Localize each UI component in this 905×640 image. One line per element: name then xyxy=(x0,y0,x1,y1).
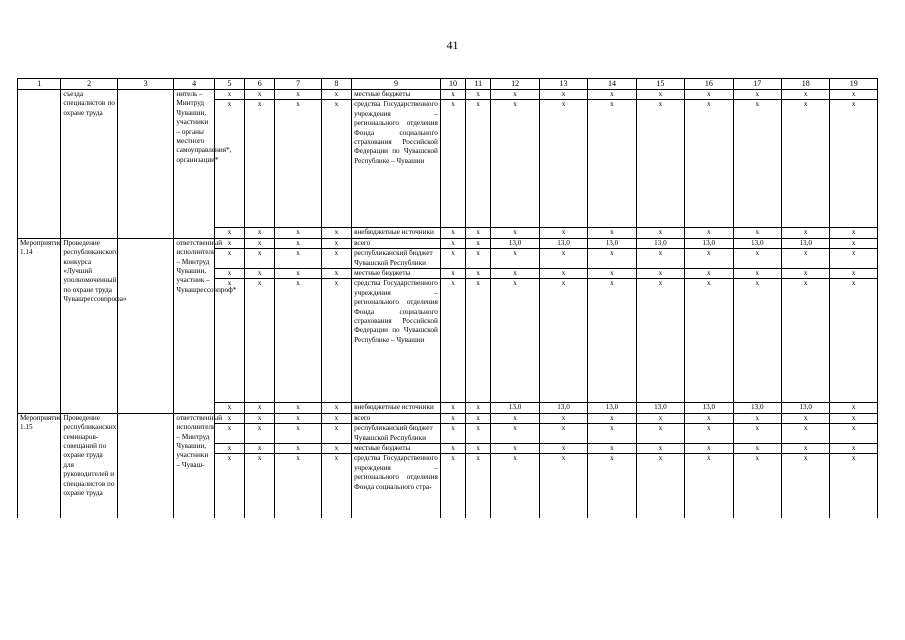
x-mark-cell: x xyxy=(539,228,587,238)
x-mark-cell: x xyxy=(588,424,636,444)
x-mark-cell: x xyxy=(685,444,733,454)
empty-cell xyxy=(117,413,174,518)
x-mark-cell: x xyxy=(275,279,321,403)
x-mark-cell: x xyxy=(539,279,587,403)
x-mark-cell: x xyxy=(636,100,684,228)
source-cell: внебюджетные источники xyxy=(352,403,441,413)
x-mark-cell: x xyxy=(733,100,781,228)
x-mark-cell: x xyxy=(491,249,539,269)
x-mark-cell: x xyxy=(830,228,878,238)
x-mark-cell: x xyxy=(245,413,275,423)
x-mark-cell: x xyxy=(275,444,321,454)
amount-cell: 13,0 xyxy=(685,403,733,413)
x-mark-cell: x xyxy=(275,413,321,423)
x-mark-cell: x xyxy=(214,228,244,238)
x-mark-cell: x xyxy=(830,413,878,423)
source-cell: местные бюджеты xyxy=(352,269,441,279)
x-mark-cell: x xyxy=(275,238,321,248)
executor-cell: ответственный исполнитель – Минтруд Чувашии, участник – Чувашрессовпроф* xyxy=(174,238,214,413)
x-mark-cell: x xyxy=(636,249,684,269)
table-row xyxy=(18,238,878,248)
amount-cell: 13,0 xyxy=(781,238,829,248)
x-mark-cell: x xyxy=(588,454,636,518)
x-mark-cell: x xyxy=(321,269,351,279)
amount-cell: 13,0 xyxy=(491,403,539,413)
x-mark-cell: x xyxy=(245,424,275,444)
activity-number-cell: Мероприятие 1.14 xyxy=(18,238,61,413)
x-mark-cell: x xyxy=(466,238,491,248)
x-mark-cell: x xyxy=(685,413,733,423)
source-cell: местные бюджеты xyxy=(352,444,441,454)
x-mark-cell: x xyxy=(214,269,244,279)
x-mark-cell: x xyxy=(245,279,275,403)
header-cell: 1 xyxy=(18,79,61,90)
x-mark-cell: x xyxy=(830,249,878,269)
amount-cell: 13,0 xyxy=(588,403,636,413)
amount-cell: 13,0 xyxy=(733,238,781,248)
x-mark-cell: x xyxy=(830,269,878,279)
source-cell: всего xyxy=(352,238,441,248)
activity-name-cell: Проведение республиканского конкурса «Лучший уполномоченный по охране труда Чувашрессовпрофа» xyxy=(61,238,118,413)
x-mark-cell: x xyxy=(275,90,321,100)
x-mark-cell: x xyxy=(321,444,351,454)
x-mark-cell: x xyxy=(830,403,878,413)
header-cell: 4 xyxy=(174,79,214,90)
activity-number-cell xyxy=(18,90,61,239)
x-mark-cell: x xyxy=(466,454,491,518)
x-mark-cell: x xyxy=(440,454,465,518)
x-mark-cell: x xyxy=(733,269,781,279)
x-mark-cell: x xyxy=(214,413,244,423)
x-mark-cell: x xyxy=(685,279,733,403)
x-mark-cell: x xyxy=(275,454,321,518)
x-mark-cell: x xyxy=(245,90,275,100)
amount-cell: 13,0 xyxy=(685,238,733,248)
empty-cell xyxy=(117,90,174,239)
program-table xyxy=(17,78,878,518)
x-mark-cell: x xyxy=(733,279,781,403)
amount-cell: 13,0 xyxy=(539,403,587,413)
x-mark-cell: x xyxy=(539,249,587,269)
x-mark-cell: x xyxy=(733,90,781,100)
header-cell: 12 xyxy=(491,79,539,90)
executor-cell: ответственный исполнитель – Минтруд Чувашии, участники – Чуваш- xyxy=(174,413,214,518)
x-mark-cell: x xyxy=(539,454,587,518)
x-mark-cell: x xyxy=(440,90,465,100)
x-mark-cell: x xyxy=(636,228,684,238)
x-mark-cell: x xyxy=(830,279,878,403)
x-mark-cell: x xyxy=(781,228,829,238)
x-mark-cell: x xyxy=(466,269,491,279)
x-mark-cell: x xyxy=(245,228,275,238)
amount-cell: 13,0 xyxy=(588,238,636,248)
empty-cell xyxy=(117,238,174,413)
x-mark-cell: x xyxy=(275,403,321,413)
header-cell: 18 xyxy=(781,79,829,90)
x-mark-cell: x xyxy=(214,444,244,454)
x-mark-cell: x xyxy=(321,454,351,518)
x-mark-cell: x xyxy=(588,269,636,279)
x-mark-cell: x xyxy=(781,424,829,444)
header-cell: 7 xyxy=(275,79,321,90)
x-mark-cell: x xyxy=(275,249,321,269)
header-cell: 9 xyxy=(352,79,441,90)
x-mark-cell: x xyxy=(588,90,636,100)
x-mark-cell: x xyxy=(685,228,733,238)
x-mark-cell: x xyxy=(636,444,684,454)
x-mark-cell: x xyxy=(245,238,275,248)
x-mark-cell: x xyxy=(733,413,781,423)
header-cell: 13 xyxy=(539,79,587,90)
x-mark-cell: x xyxy=(781,269,829,279)
x-mark-cell: x xyxy=(733,444,781,454)
x-mark-cell: x xyxy=(781,444,829,454)
source-cell: республиканский бюджет Чувашской Республики xyxy=(352,249,441,269)
x-mark-cell: x xyxy=(321,90,351,100)
x-mark-cell: x xyxy=(275,100,321,228)
amount-cell: 13,0 xyxy=(781,403,829,413)
header-cell: 8 xyxy=(321,79,351,90)
x-mark-cell: x xyxy=(685,90,733,100)
x-mark-cell: x xyxy=(733,249,781,269)
source-cell: внебюджетные источники xyxy=(352,228,441,238)
x-mark-cell: x xyxy=(440,228,465,238)
amount-cell: 13,0 xyxy=(636,403,684,413)
x-mark-cell: x xyxy=(440,413,465,423)
x-mark-cell: x xyxy=(830,424,878,444)
x-mark-cell: x xyxy=(491,228,539,238)
table-row xyxy=(18,413,878,423)
x-mark-cell: x xyxy=(830,100,878,228)
source-cell: всего xyxy=(352,413,441,423)
x-mark-cell: x xyxy=(539,269,587,279)
x-mark-cell: x xyxy=(466,413,491,423)
x-mark-cell: x xyxy=(321,100,351,228)
x-mark-cell: x xyxy=(781,249,829,269)
x-mark-cell: x xyxy=(275,228,321,238)
x-mark-cell: x xyxy=(733,454,781,518)
x-mark-cell: x xyxy=(275,424,321,444)
x-mark-cell: x xyxy=(245,249,275,269)
x-mark-cell: x xyxy=(214,279,244,403)
x-mark-cell: x xyxy=(214,238,244,248)
x-mark-cell: x xyxy=(321,424,351,444)
x-mark-cell: x xyxy=(214,454,244,518)
source-cell: средства Государственного учреждения – регионального отделения Фонда социального стра- xyxy=(352,454,441,518)
header-cell: 16 xyxy=(685,79,733,90)
x-mark-cell: x xyxy=(214,403,244,413)
x-mark-cell: x xyxy=(588,100,636,228)
x-mark-cell: x xyxy=(440,444,465,454)
x-mark-cell: x xyxy=(539,413,587,423)
x-mark-cell: x xyxy=(466,249,491,269)
source-cell: республиканский бюджет Чувашской Республики xyxy=(352,424,441,444)
x-mark-cell: x xyxy=(466,279,491,403)
x-mark-cell: x xyxy=(245,100,275,228)
x-mark-cell: x xyxy=(491,90,539,100)
header-cell: 6 xyxy=(245,79,275,90)
x-mark-cell: x xyxy=(245,403,275,413)
x-mark-cell: x xyxy=(321,238,351,248)
x-mark-cell: x xyxy=(245,444,275,454)
amount-cell: 13,0 xyxy=(539,238,587,248)
source-cell: местные бюджеты xyxy=(352,90,441,100)
x-mark-cell: x xyxy=(830,454,878,518)
x-mark-cell: x xyxy=(588,249,636,269)
x-mark-cell: x xyxy=(781,100,829,228)
x-mark-cell: x xyxy=(214,100,244,228)
x-mark-cell: x xyxy=(466,424,491,444)
x-mark-cell: x xyxy=(685,249,733,269)
x-mark-cell: x xyxy=(685,100,733,228)
x-mark-cell: x xyxy=(321,413,351,423)
x-mark-cell: x xyxy=(830,444,878,454)
header-cell: 14 xyxy=(588,79,636,90)
header-cell: 15 xyxy=(636,79,684,90)
x-mark-cell: x xyxy=(588,444,636,454)
x-mark-cell: x xyxy=(214,249,244,269)
x-mark-cell: x xyxy=(245,269,275,279)
x-mark-cell: x xyxy=(466,90,491,100)
x-mark-cell: x xyxy=(245,454,275,518)
x-mark-cell: x xyxy=(440,238,465,248)
x-mark-cell: x xyxy=(440,269,465,279)
x-mark-cell: x xyxy=(321,249,351,269)
x-mark-cell: x xyxy=(466,444,491,454)
x-mark-cell: x xyxy=(636,424,684,444)
x-mark-cell: x xyxy=(781,413,829,423)
x-mark-cell: x xyxy=(466,403,491,413)
x-mark-cell: x xyxy=(588,279,636,403)
executor-cell: нитель – Минтруд Чувашии, участники – органы местного самоуправления*, организации* xyxy=(174,90,214,239)
x-mark-cell: x xyxy=(685,454,733,518)
x-mark-cell: x xyxy=(491,100,539,228)
x-mark-cell: x xyxy=(539,444,587,454)
x-mark-cell: x xyxy=(636,269,684,279)
x-mark-cell: x xyxy=(440,403,465,413)
x-mark-cell: x xyxy=(440,424,465,444)
page-number: 41 xyxy=(446,38,459,52)
amount-cell: 13,0 xyxy=(636,238,684,248)
x-mark-cell: x xyxy=(830,90,878,100)
x-mark-cell: x xyxy=(321,228,351,238)
header-cell: 11 xyxy=(466,79,491,90)
x-mark-cell: x xyxy=(685,269,733,279)
amount-cell: 13,0 xyxy=(733,403,781,413)
x-mark-cell: x xyxy=(830,238,878,248)
x-mark-cell: x xyxy=(491,444,539,454)
x-mark-cell: x xyxy=(321,403,351,413)
x-mark-cell: x xyxy=(588,413,636,423)
x-mark-cell: x xyxy=(214,90,244,100)
x-mark-cell: x xyxy=(275,269,321,279)
x-mark-cell: x xyxy=(491,424,539,444)
source-cell: средства Государственного учреждения – регионального отделения Фонда социального страхования Российской Федерации по Чувашской Республике – Чувашии xyxy=(352,100,441,228)
x-mark-cell: x xyxy=(466,228,491,238)
header-row xyxy=(18,79,878,90)
x-mark-cell: x xyxy=(539,90,587,100)
x-mark-cell: x xyxy=(781,279,829,403)
x-mark-cell: x xyxy=(491,454,539,518)
x-mark-cell: x xyxy=(636,90,684,100)
source-cell: средства Государственного учреждения – регионального отделения Фонда социального страхования Российской Федерации по Чувашской Республике – Чувашии xyxy=(352,279,441,403)
x-mark-cell: x xyxy=(733,228,781,238)
header-cell: 19 xyxy=(830,79,878,90)
amount-cell: 13,0 xyxy=(491,238,539,248)
x-mark-cell: x xyxy=(440,279,465,403)
x-mark-cell: x xyxy=(781,90,829,100)
x-mark-cell: x xyxy=(636,279,684,403)
table-row xyxy=(18,90,878,100)
x-mark-cell: x xyxy=(539,100,587,228)
x-mark-cell: x xyxy=(636,454,684,518)
x-mark-cell: x xyxy=(636,413,684,423)
x-mark-cell: x xyxy=(539,424,587,444)
x-mark-cell: x xyxy=(466,100,491,228)
activity-number-cell: Мероприятие 1.15 xyxy=(18,413,61,518)
x-mark-cell: x xyxy=(440,249,465,269)
x-mark-cell: x xyxy=(733,424,781,444)
activity-name-cell: съезда специалистов по охране труда xyxy=(61,90,118,239)
x-mark-cell: x xyxy=(440,100,465,228)
x-mark-cell: x xyxy=(491,279,539,403)
x-mark-cell: x xyxy=(214,424,244,444)
header-cell: 5 xyxy=(214,79,244,90)
x-mark-cell: x xyxy=(781,454,829,518)
x-mark-cell: x xyxy=(321,279,351,403)
header-cell: 3 xyxy=(117,79,174,90)
x-mark-cell: x xyxy=(491,269,539,279)
x-mark-cell: x xyxy=(491,413,539,423)
header-cell: 17 xyxy=(733,79,781,90)
header-cell: 10 xyxy=(440,79,465,90)
activity-name-cell: Проведение республиканских семинаров-совещаний по охране труда для руководителей и специалистов по охране труда xyxy=(61,413,118,518)
x-mark-cell: x xyxy=(685,424,733,444)
x-mark-cell: x xyxy=(588,228,636,238)
header-cell: 2 xyxy=(61,79,118,90)
